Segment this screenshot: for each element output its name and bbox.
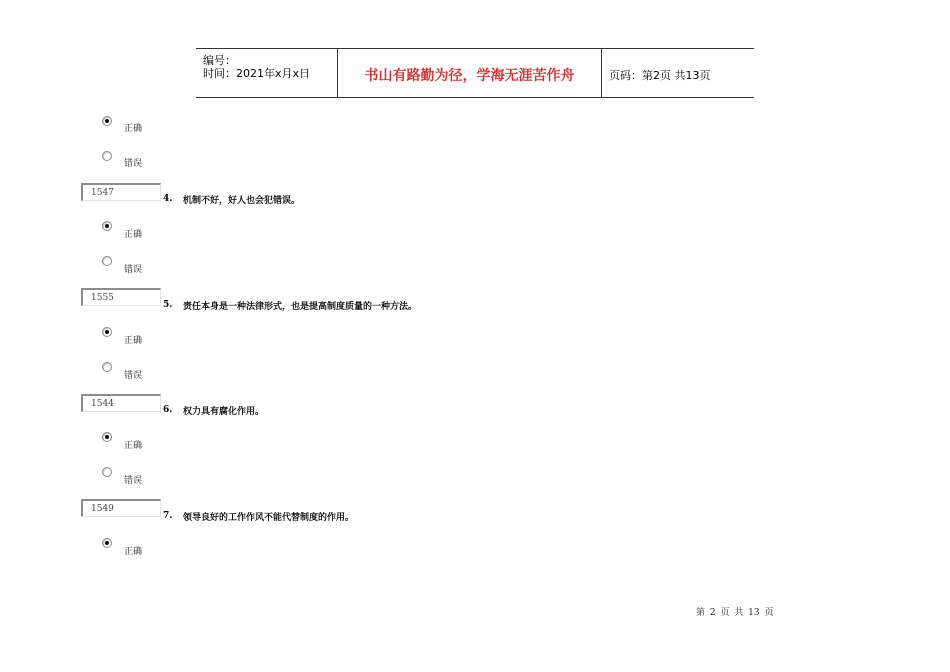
page-header [196,48,754,98]
option-correct-label: 正确 [124,441,143,451]
radio-correct[interactable] [102,432,112,442]
time-label: 时间：2021年x月x日 [203,67,311,80]
header-page-cell [602,49,754,97]
radio-correct[interactable] [102,538,112,548]
option-correct-label: 正确 [124,547,143,557]
radio-correct[interactable] [102,221,112,231]
question-number: 5. [163,300,173,310]
option-correct-label: 正确 [124,336,143,346]
question-id-box: 1549 [81,499,161,517]
question-text: 责任本身是一种法律形式，也是提高制度质量的一种方法。 [183,302,418,312]
option-correct-label: 正确 [124,230,143,240]
question-number: 7. [163,511,173,521]
option-correct-label: 正确 [124,124,143,134]
question-number: 4. [163,194,173,204]
radio-correct[interactable] [102,116,112,126]
radio-wrong[interactable] [102,151,112,161]
radio-wrong[interactable] [102,467,112,477]
page-info: 页码：第2页 共13页 [609,69,711,82]
header-motto-cell [338,49,602,97]
radio-correct[interactable] [102,327,112,337]
number-label: 编号： [203,54,236,67]
question-id-box: 1555 [81,288,161,306]
option-wrong-label: 错误 [124,371,143,381]
question-number: 6. [163,405,173,415]
header-meta [196,49,338,97]
question-text: 机制不好，好人也会犯错误。 [183,196,301,206]
option-wrong-label: 错误 [124,476,143,486]
radio-wrong[interactable] [102,362,112,372]
page-footer: 第 2 页 共 13 页 [696,608,774,618]
question-text: 领导良好的工作作风不能代替制度的作用。 [183,513,355,523]
motto: 书山有路勤为径，学海无涯苦作舟 [364,68,575,84]
question-id-box: 1547 [81,183,161,201]
option-wrong-label: 错误 [124,159,143,169]
question-text: 权力具有腐化作用。 [183,407,265,417]
option-wrong-label: 错误 [124,265,143,275]
radio-wrong[interactable] [102,256,112,266]
question-id-box: 1544 [81,394,161,412]
